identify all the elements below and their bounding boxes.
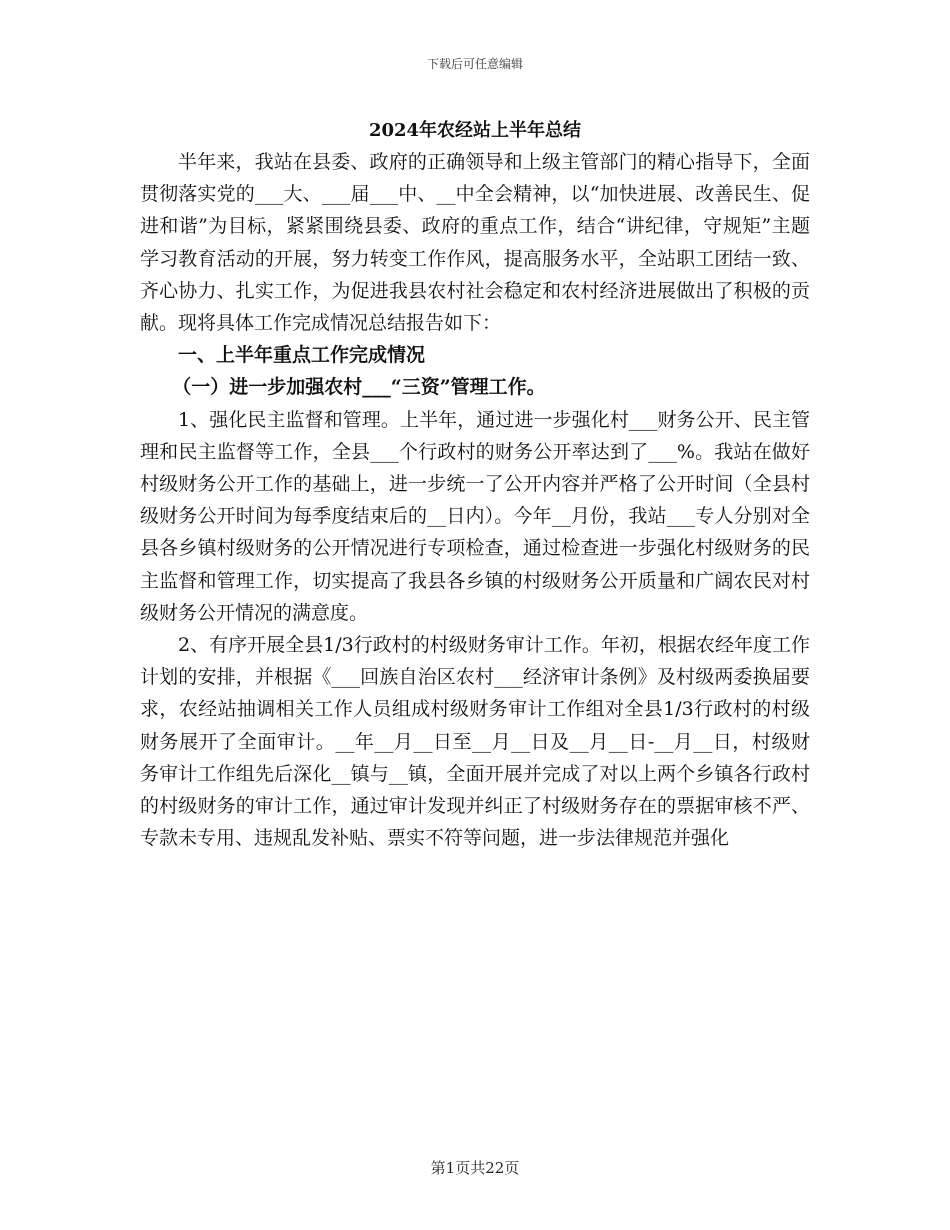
document-title: 2024年农经站上半年总结 — [368, 120, 582, 141]
page-footer: 第1页共22页 — [430, 1159, 520, 1177]
page-header-note: 下载后可任意编辑 — [426, 57, 523, 71]
document-body — [140, 146, 810, 854]
section-heading: 一、上半年重点工作完成情况 — [178, 344, 426, 367]
paragraph-1: 1、强化民主监督和管理。上半年，通过进一步强化村___财务公开、民主管理和民主监督等工作，全县___个行政村的财务公开率达到了___%。我站在做好村级财务公开工作的基础上，进一步统一了公开内容并严格了公开时间（全县村级财务公开时间为每季度结束后的__日内）。今年__月份，我站___专人分别对全县各乡镇村级财务的公开情况进行专项检查，通过检查进一步强化村级财务的民主监督和管理工作，切实提高了我县各乡镇的村级财务公开质量和广阔农民对村级财务公开情况的满意度。 — [140, 408, 810, 624]
intro-paragraph: 半年来，我站在县委、政府的正确领导和上级主管部门的精心指导下，全面贯彻落实党的___大、___届___中、__中全会精神，以“加快进展、改善民生、促进和谐”为目标，紧紧围绕县委、政府的重点工作，结合“讲纪律，守规矩”主题学习教育活动的开展，努力转变工作作风，提高服务水平，全站职工团结一致、齐心协力、扎实工作，为促进我县农村社会稳定和农村经济进展做出了积极的贡献。现将具体工作完成情况总结报告如下： — [140, 151, 810, 335]
subsection-heading: （一）进一步加强农村___“三资”管理工作。 — [172, 376, 546, 399]
paragraph-2: 2、有序开展全县1/3行政村的村级财务审计工作。年初，根据农经年度工作计划的安排，并根据《___回族自治区农村___经济审计条例》及村级两委换届要求，农经站抽调相关工作人员组成村级财务审计工作组对全县1/3行政村的村级财务展开了全面审计。__年__月__日至__月__日及__月__日-__月__日，村级财务审计工作组先后深化__镇与__镇，全面开展并完成了对以上两个乡镇各行政村的村级财务的审计工作，通过审计发现并纠正了村级财务存在的票据审核不严、专款未专用、违规乱发补贴、票实不符等问题，进一步法律规范并强化 — [140, 634, 810, 850]
